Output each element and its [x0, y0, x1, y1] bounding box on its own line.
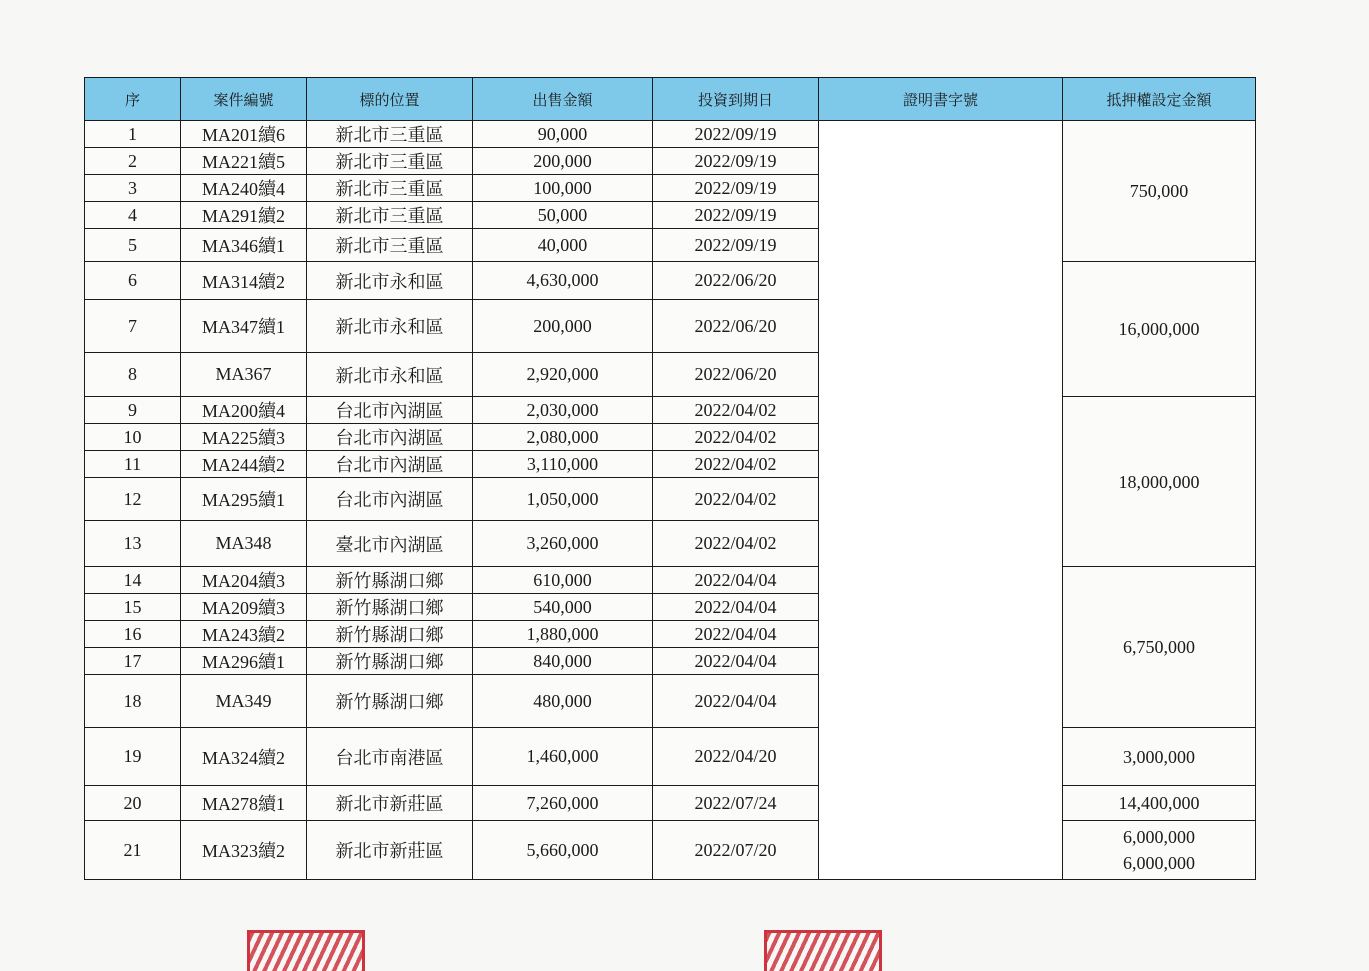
cell-maturity: 2022/06/20	[653, 262, 819, 300]
cell-case-no: MA323續2	[181, 821, 307, 880]
cell-seq: 4	[85, 202, 181, 229]
cell-case-no: MA296續1	[181, 648, 307, 675]
cell-mortgage-amount	[1063, 821, 1256, 880]
mortgage-amount-value: 6,000,000	[1123, 853, 1195, 873]
cell-location: 新竹縣湖口鄉	[307, 648, 473, 675]
cell-mortgage-amount	[1063, 262, 1256, 397]
cell-location: 新北市新莊區	[307, 821, 473, 880]
cell-location: 台北市內湖區	[307, 451, 473, 478]
cell-case-no: MA314續2	[181, 262, 307, 300]
cell-location: 新北市永和區	[307, 353, 473, 397]
cell-sale-amount: 610,000	[473, 567, 653, 594]
cell-seq: 11	[85, 451, 181, 478]
cell-case-no: MA324續2	[181, 728, 307, 786]
cell-sale-amount: 200,000	[473, 148, 653, 175]
cell-seq: 21	[85, 821, 181, 880]
cell-seq: 18	[85, 675, 181, 728]
cell-location: 新北市三重區	[307, 229, 473, 262]
cell-sale-amount: 840,000	[473, 648, 653, 675]
cell-seq: 13	[85, 521, 181, 567]
cell-seq: 1	[85, 121, 181, 148]
table-row	[85, 786, 1256, 821]
cell-location: 臺北市內湖區	[307, 521, 473, 567]
table-body	[85, 121, 1256, 880]
cell-case-no: MA221續5	[181, 148, 307, 175]
header-cert-no: 證明書字號	[819, 78, 1063, 121]
cell-case-no: MA209續3	[181, 594, 307, 621]
cell-mortgage-amount	[1063, 728, 1256, 786]
mortgage-amount-value: 6,000,000	[1123, 827, 1195, 847]
cell-sale-amount: 2,920,000	[473, 353, 653, 397]
cell-location: 新竹縣湖口鄉	[307, 567, 473, 594]
cell-location: 台北市內湖區	[307, 478, 473, 521]
cell-sale-amount: 3,260,000	[473, 521, 653, 567]
cell-sale-amount: 480,000	[473, 675, 653, 728]
cell-sale-amount: 7,260,000	[473, 786, 653, 821]
cell-maturity: 2022/04/02	[653, 451, 819, 478]
mortgage-amount-value: 16,000,000	[1118, 319, 1200, 339]
cell-location: 新北市三重區	[307, 202, 473, 229]
cell-case-no: MA240續4	[181, 175, 307, 202]
cell-location: 台北市南港區	[307, 728, 473, 786]
mortgage-amount-value: 18,000,000	[1118, 471, 1200, 492]
cell-location: 新北市永和區	[307, 262, 473, 300]
cell-seq: 9	[85, 397, 181, 424]
header-maturity: 投資到期日	[653, 78, 819, 121]
table-row	[85, 728, 1256, 786]
header-row	[85, 78, 1256, 121]
cell-maturity: 2022/04/02	[653, 521, 819, 567]
cell-seq: 2	[85, 148, 181, 175]
mortgage-amount-value: 6,750,000	[1123, 637, 1195, 657]
cell-case-no: MA200續4	[181, 397, 307, 424]
cell-seq: 14	[85, 567, 181, 594]
mortgage-amount-value: 3,000,000	[1123, 746, 1195, 767]
cell-case-no: MA291續2	[181, 202, 307, 229]
cell-maturity: 2022/09/19	[653, 148, 819, 175]
table-row	[85, 821, 1256, 880]
header-seq: 序	[85, 78, 181, 121]
cell-sale-amount: 200,000	[473, 300, 653, 353]
cell-location: 新北市三重區	[307, 148, 473, 175]
cell-seq: 17	[85, 648, 181, 675]
cell-maturity: 2022/04/02	[653, 478, 819, 521]
cell-seq: 16	[85, 621, 181, 648]
cell-seq: 7	[85, 300, 181, 353]
cell-seq: 5	[85, 229, 181, 262]
cell-mortgage-amount	[1063, 567, 1256, 728]
cell-maturity: 2022/07/20	[653, 821, 819, 880]
cell-mortgage-amount	[1063, 121, 1256, 262]
cell-sale-amount: 5,660,000	[473, 821, 653, 880]
table-row	[85, 397, 1256, 424]
cell-sale-amount: 2,030,000	[473, 397, 653, 424]
cell-sale-amount: 40,000	[473, 229, 653, 262]
cell-case-no: MA346續1	[181, 229, 307, 262]
cell-maturity: 2022/09/19	[653, 121, 819, 148]
cell-location: 台北市內湖區	[307, 397, 473, 424]
cell-seq: 6	[85, 262, 181, 300]
cell-case-no: MA367	[181, 353, 307, 397]
table-row	[85, 262, 1256, 300]
cell-maturity: 2022/04/20	[653, 728, 819, 786]
red-seal-stamp-left	[247, 930, 365, 971]
cell-case-no: MA201續6	[181, 121, 307, 148]
cell-maturity: 2022/04/04	[653, 648, 819, 675]
cell-maturity: 2022/04/04	[653, 567, 819, 594]
cell-seq: 19	[85, 728, 181, 786]
cell-location: 新竹縣湖口鄉	[307, 594, 473, 621]
cell-mortgage-amount	[1063, 786, 1256, 821]
cell-location: 台北市內湖區	[307, 424, 473, 451]
mortgage-amount-value: 14,400,000	[1118, 793, 1200, 813]
cell-case-no: MA347續1	[181, 300, 307, 353]
cell-seq: 15	[85, 594, 181, 621]
cell-seq: 10	[85, 424, 181, 451]
cell-location: 新北市永和區	[307, 300, 473, 353]
cell-location: 新竹縣湖口鄉	[307, 675, 473, 728]
table-row	[85, 121, 1256, 148]
cell-maturity: 2022/04/02	[653, 397, 819, 424]
cell-location: 新北市三重區	[307, 121, 473, 148]
cell-sale-amount: 90,000	[473, 121, 653, 148]
cell-sale-amount: 540,000	[473, 594, 653, 621]
cell-sale-amount: 4,630,000	[473, 262, 653, 300]
cell-sale-amount: 100,000	[473, 175, 653, 202]
header-mortgage: 抵押權設定金額	[1063, 78, 1256, 121]
cell-seq: 12	[85, 478, 181, 521]
cell-sale-amount: 1,460,000	[473, 728, 653, 786]
cell-location: 新北市三重區	[307, 175, 473, 202]
cell-seq: 20	[85, 786, 181, 821]
cell-maturity: 2022/09/19	[653, 175, 819, 202]
cell-maturity: 2022/06/20	[653, 300, 819, 353]
cell-seq: 3	[85, 175, 181, 202]
red-seal-stamp-right	[764, 930, 882, 971]
cell-sale-amount: 3,110,000	[473, 451, 653, 478]
cell-sale-amount: 2,080,000	[473, 424, 653, 451]
header-location: 標的位置	[307, 78, 473, 121]
cell-sale-amount: 1,050,000	[473, 478, 653, 521]
header-case-no: 案件編號	[181, 78, 307, 121]
cell-maturity: 2022/04/04	[653, 621, 819, 648]
cell-seq: 8	[85, 353, 181, 397]
cell-case-no: MA349	[181, 675, 307, 728]
cell-sale-amount: 1,880,000	[473, 621, 653, 648]
cell-maturity: 2022/04/04	[653, 594, 819, 621]
cell-case-no: MA204續3	[181, 567, 307, 594]
mortgage-amount-value: 750,000	[1129, 181, 1189, 201]
cell-case-no: MA225續3	[181, 424, 307, 451]
investment-table	[84, 77, 1256, 880]
cell-sale-amount: 50,000	[473, 202, 653, 229]
header-sale-amount: 出售金額	[473, 78, 653, 121]
cell-case-no: MA244續2	[181, 451, 307, 478]
cell-maturity: 2022/06/20	[653, 353, 819, 397]
cell-mortgage-amount	[1063, 397, 1256, 567]
cell-maturity: 2022/04/04	[653, 675, 819, 728]
table-row	[85, 567, 1256, 594]
cell-case-no: MA278續1	[181, 786, 307, 821]
cell-cert-no-redacted	[819, 121, 1063, 880]
cell-maturity: 2022/07/24	[653, 786, 819, 821]
cell-case-no: MA243續2	[181, 621, 307, 648]
cell-case-no: MA348	[181, 521, 307, 567]
cell-maturity: 2022/04/02	[653, 424, 819, 451]
cell-location: 新竹縣湖口鄉	[307, 621, 473, 648]
cell-case-no: MA295續1	[181, 478, 307, 521]
cell-location: 新北市新莊區	[307, 786, 473, 821]
cell-maturity: 2022/09/19	[653, 229, 819, 262]
cell-maturity: 2022/09/19	[653, 202, 819, 229]
